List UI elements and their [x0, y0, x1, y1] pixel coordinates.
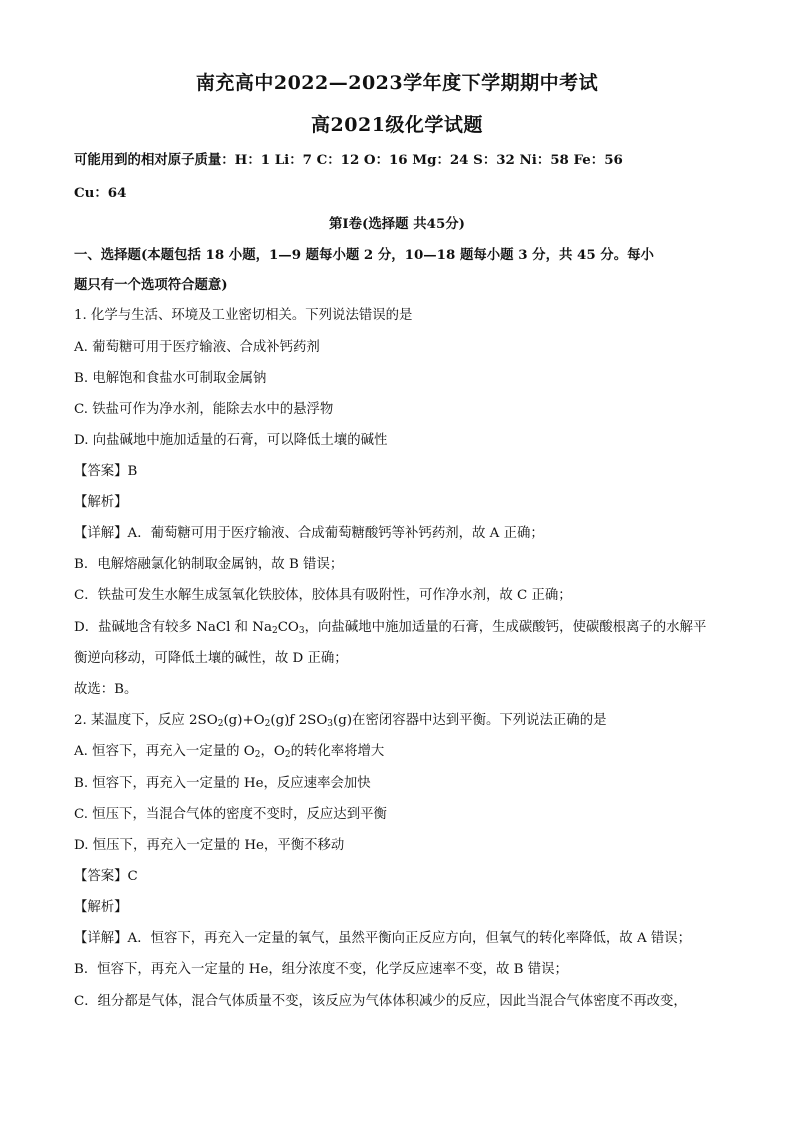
q1-option-c: C. 铁盐可作为净水剂，能除去水中的悬浮物: [74, 402, 334, 417]
q1-detail-b: B．电解熔融氯化钠制取金属钠，故 B 错误；: [74, 557, 344, 572]
q1-detail-d-line1: D．盐碱地含有较多 NaCl 和 $Na_2CO_3$，向盐碱地中施加适量的石膏，生成碳酸钙，使碳酸根离子的水解平: [74, 620, 707, 636]
q1-detail-a: 【详解】A．葡萄糖可用于医疗输液、合成葡萄糖酸钙等补钙药剂，故 A 正确；: [74, 526, 544, 541]
q1-detail-c: C．铁盐可发生水解生成氢氧化铁胶体，胶体具有吸附性，可作净水剂，故 C 正确；: [74, 588, 572, 603]
q2-option-a: A. 恒容下，再充入一定量的 $O_2$，$O_2$的转化率将增大: [74, 744, 385, 760]
q1-stem: 1. 化学与生活、环境及工业密切相关。下列说法错误的是: [74, 308, 413, 323]
q2-option-b: B. 恒容下，再充入一定量的 He，反应速率会加快: [74, 776, 371, 791]
section-heading: 第Ⅰ卷(选择题 共45分): [329, 216, 465, 232]
q1-detail-d-line2: 衡逆向移动，可降低土壤的碱性，故 D 正确；: [74, 651, 348, 666]
q2-answer: 【答案】C: [74, 869, 138, 884]
q2-option-d: D. 恒压下，再充入一定量的 He，平衡不移动: [74, 838, 345, 853]
q2-detail-a: 【详解】A．恒容下，再充入一定量的氧气，虽然平衡向正反应方向，但氧气的转化率降低，故 A 错误；: [74, 931, 692, 946]
q2-option-c: C. 恒压下，当混合气体的密度不变时，反应达到平衡: [74, 807, 387, 822]
exam-title: 南充高中2022—2023学年度下学期期中考试: [195, 72, 599, 94]
atomic-mass-line-1: 可能用到的相对原子质量：H：1 Li：7 C：12 O：16 Mg：24 S：32 Ni：58 Fe：56: [74, 152, 623, 168]
q2-analysis-label: 【解析】: [74, 900, 128, 915]
q1-option-d: D. 向盐碱地中施加适量的石膏，可以降低土壤的碱性: [74, 433, 388, 448]
q2-detail-c: C．组分都是气体，混合气体质量不变，该反应为气体体积减少的反应，因此当混合气体密度不再改变，: [74, 994, 687, 1009]
instructions-line-2: 题只有一个选项符合题意): [74, 277, 228, 293]
atomic-mass-line-2: Cu：64: [74, 185, 127, 201]
q1-conclusion: 故选：B。: [74, 682, 138, 697]
q2-stem: 2. 某温度下，反应 $2SO_2(g)+O_2(g)ƒ$ $2SO_3(g)$在密闭容器中达到平衡。下列说法正确的是: [74, 713, 607, 729]
q1-option-b: B. 电解饱和食盐水可制取金属钠: [74, 371, 267, 386]
q1-analysis-label: 【解析】: [74, 495, 128, 510]
q2-detail-b: B．恒容下，再充入一定量的 He，组分浓度不变，化学反应速率不变，故 B 错误；: [74, 962, 568, 977]
q1-option-a: A. 葡萄糖可用于医疗输液、合成补钙药剂: [74, 340, 320, 355]
exam-subtitle: 高2021级化学试题: [311, 114, 483, 136]
instructions-line-1: 一、选择题(本题包括 18 小题，1—9 题每小题 2 分，10—18 题每小题 3 分，共 45 分。每小: [74, 247, 654, 263]
q1-answer: 【答案】B: [74, 464, 138, 479]
